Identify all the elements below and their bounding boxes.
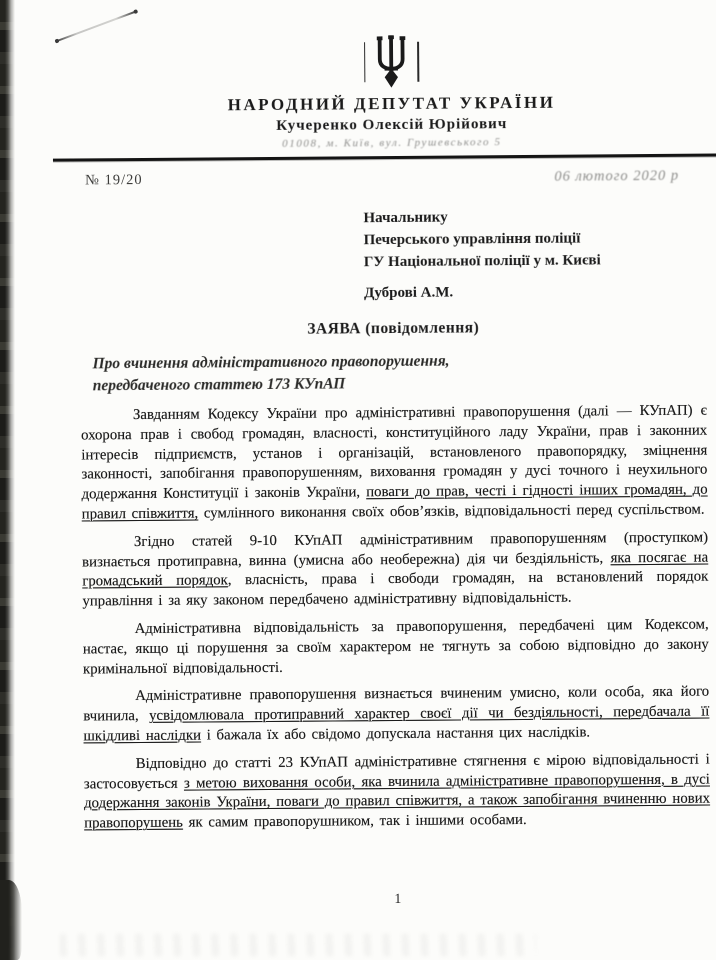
- body-text: [81, 402, 710, 835]
- underlined-text-run: з метою виховання особи, яка вчинила адміністративне правопорушення, в дусі додержання законів України, поваги до правил співжиття, а також запобігання вчиненню нових правопорушень: [83, 771, 711, 832]
- subject-line: Про вчинення адміністративного правопорушення,: [92, 352, 450, 373]
- addressee-line: Печерського управління поліції: [363, 230, 581, 249]
- scanner-edge-artifact: [0, 0, 15, 960]
- deputy-name: Кучеренко Олексій Юрійович: [276, 116, 508, 134]
- text-run: Адміністративна відповідальність за правопорушення, передбачені цим Кодексом, настає, якщо ці порушення за своїм характером не тягнуть за собою відповідно до закону кримінальної відповідальності.: [82, 616, 709, 678]
- letterhead: [78, 32, 705, 152]
- paragraph: [83, 615, 709, 679]
- paragraph: [82, 528, 709, 612]
- text-run: Адміністративне правопорушення визнається вчиненим умисно, коли особа, яка його вчинила,: [83, 683, 710, 725]
- underlined-text-run: поваги до прав, честі і гідності інших громадян, до правил співжиття,: [81, 481, 708, 523]
- text-run: Згідно статей 9-10 КУпАП адміністративним правопорушенням (проступком) визнається протиправна, винна (умисна або необережна) дія чи бездіяльність,: [82, 529, 709, 571]
- subject-line: передбаченого статтею 173 КУпАП: [92, 375, 346, 395]
- org-title: НАРОДНИЙ ДЕПУТАТ УКРАЇНИ: [227, 92, 556, 115]
- doc-number: № 19/20: [85, 171, 143, 189]
- document-title: ЗАЯВА (повідомлення): [307, 319, 480, 338]
- ukraine-trident-icon: [364, 34, 419, 90]
- text-run: сумлінного виконання своїх обов’язків, відповідальності перед суспільством.: [198, 501, 705, 522]
- underlined-text-run: яка посягає на громадський порядок: [82, 549, 709, 590]
- scanner-edge-blob: [0, 880, 22, 960]
- emblem-left-bracket-icon: [364, 42, 366, 82]
- underlined-text-run: усвідомлювала протиправний характер своєї дії чи бездіяльності, передбачала її шкідливі наслідки: [83, 703, 710, 745]
- addressee-line: Начальнику: [363, 209, 448, 227]
- paragraph: [83, 683, 709, 747]
- document-content: [78, 32, 711, 908]
- doc-meta-row: [79, 168, 705, 190]
- addressee-line: ГУ Національної поліції у м. Києві: [363, 252, 601, 271]
- letterhead-divider: [53, 153, 716, 161]
- text-run: Завданням Кодексу України про адміністративні правопорушення (далі — КУпАП) є охорона прав і свобод громадян, власності, конституційного ладу України, прав і законних інтересів підприємств, установ і організацій, встановленого правопорядку, зміцнення законності, запобігання правопорушенням, виховання громадян у дусі точного і неухильного додержання Конституції і законів України,: [81, 402, 708, 503]
- paragraph: [81, 402, 708, 526]
- page-number: 1: [394, 891, 402, 908]
- addressee-block: [363, 205, 706, 305]
- emblem-wrap: [78, 32, 704, 93]
- text-run: Відповідно до статті 23 КУпАП адміністративне стягнення є мірою відповідальності і застосовується: [83, 751, 710, 792]
- letterhead-address: 01008, м. Київ, вул. Грушевського 5: [282, 136, 502, 150]
- paragraph: [84, 750, 711, 834]
- subject-block: [92, 349, 706, 398]
- emblem-right-bracket-icon: [417, 42, 419, 82]
- text-run: і бажала їх або свідомо допускала настання цих наслідків.: [200, 724, 591, 744]
- text-run: , власність, права і свободи громадян, на встановлений порядок управління і за яку законом передбачено адміністративну відповідальність.: [82, 568, 709, 610]
- scan-smudge: [60, 934, 536, 956]
- doc-date: 06 лютого 2020 р: [554, 167, 680, 185]
- addressee-name: Дуброві А.М.: [363, 284, 454, 302]
- text-run: як самим правопорушником, так і іншими особами.: [182, 812, 527, 831]
